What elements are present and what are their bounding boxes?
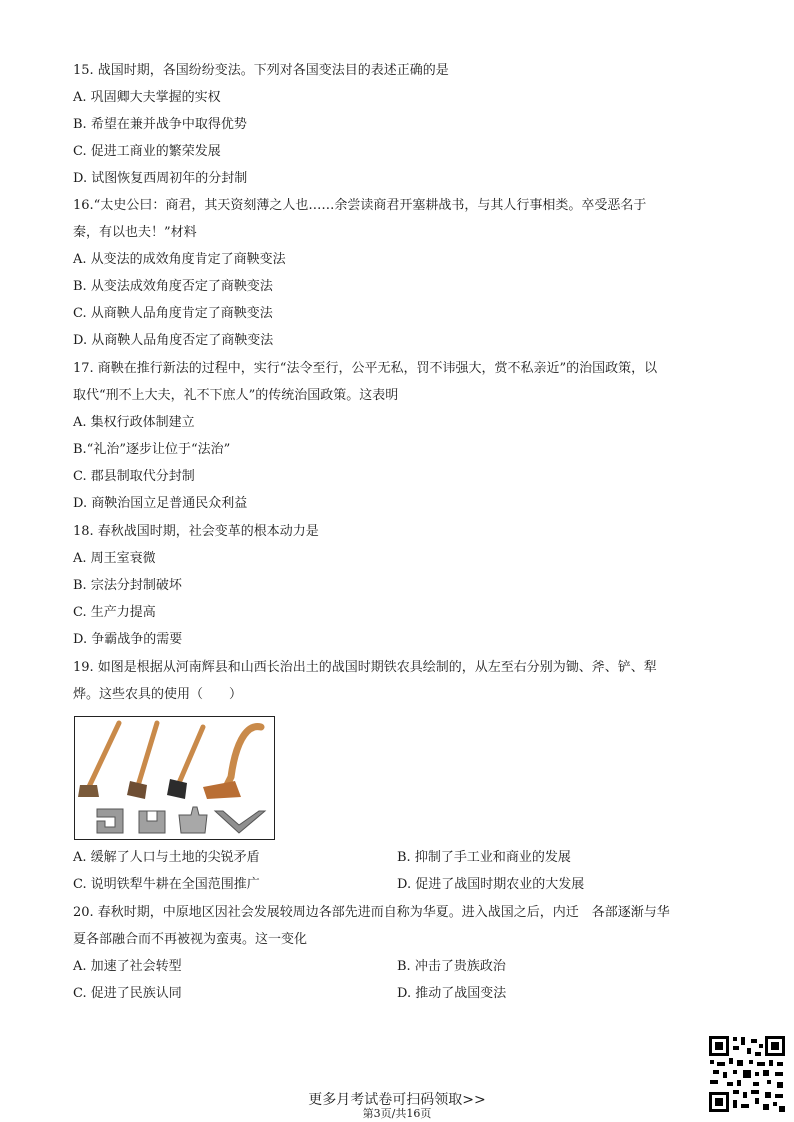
question-15-option-d: D. 试图恢复西周初年的分封制 — [73, 171, 248, 186]
question-17-option-a: A. 集权行政体制建立 — [73, 415, 195, 430]
plough-icon — [203, 727, 261, 799]
question-19-stem-line2: 烨。这些农具的使用（ ） — [73, 687, 243, 702]
axe-head-icon — [139, 811, 165, 833]
iron-tools-figure — [74, 716, 275, 840]
question-19-stem-line1: 19. 如图是根据从河南辉县和山西长治出土的战国时期铁农具绘制的，从左至右分别为锄、斧、铲、犁 — [73, 660, 657, 675]
question-19-option-b: B. 抑制了手工业和商业的发展 — [397, 850, 571, 865]
qr-code-icon[interactable] — [707, 1034, 787, 1114]
question-15-option-b: B. 希望在兼并战争中取得优势 — [73, 117, 247, 132]
hoe-icon — [78, 723, 119, 797]
question-18-stem: 18. 春秋战国时期，社会变革的根本动力是 — [73, 524, 319, 539]
question-17-stem-line2: 取代“刑不上大夫，礼不下庶人”的传统治国政策。这表明 — [73, 388, 399, 403]
question-20-option-a: A. 加速了社会转型 — [73, 959, 182, 974]
plough-head-icon — [215, 811, 265, 833]
footer-promo-text: 更多月考试卷可扫码领取>> — [308, 1092, 486, 1108]
question-15-stem: 15. 战国时期，各国纷纷变法。下列对各国变法目的表述正确的是 — [73, 63, 449, 78]
shovel-icon — [167, 727, 203, 799]
shovel-head-icon — [179, 807, 207, 833]
question-15-option-a: A. 巩固卿大夫掌握的实权 — [73, 90, 221, 105]
question-16-option-a: A. 从变法的成效角度肯定了商鞅变法 — [73, 252, 286, 267]
question-17-stem-line1: 17. 商鞅在推行新法的过程中，实行“法令至行，公平无私，罚不讳强大，赏不私亲近”的治国政策，以 — [73, 361, 658, 376]
question-16-stem-line1: 16.“太史公曰：商君，其天资刻薄之人也……余尝读商君开塞耕战书，与其人行事相类。卒受恶名于 — [73, 198, 647, 213]
axe-icon — [127, 723, 157, 799]
question-15-option-c: C. 促进工商业的繁荣发展 — [73, 144, 221, 159]
question-17-option-d: D. 商鞅治国立足普通民众利益 — [73, 496, 248, 511]
question-17-option-b: B.“礼治”逐步让位于“法治” — [73, 442, 231, 457]
question-17-option-c: C. 郡县制取代分封制 — [73, 469, 195, 484]
question-20-stem-line2: 夏各部融合而不再被视为蛮夷。这一变化 — [73, 932, 308, 947]
page-number: 第3页/共16页 — [362, 1107, 432, 1120]
question-19-option-a: A. 缓解了人口与土地的尖锐矛盾 — [73, 850, 260, 865]
question-16-option-c: C. 从商鞅人品角度肯定了商鞅变法 — [73, 306, 273, 321]
question-18-option-b: B. 宗法分封制破坏 — [73, 578, 182, 593]
question-16-option-b: B. 从变法成效角度否定了商鞅变法 — [73, 279, 273, 294]
question-18-option-c: C. 生产力提高 — [73, 605, 156, 620]
question-18-option-a: A. 周王室衰微 — [73, 551, 156, 566]
question-18-option-d: D. 争霸战争的需要 — [73, 632, 183, 647]
question-20-stem-line1: 20. 春秋时期，中原地区因社会发展较周边各部先进而自称为华夏。进入战国之后，内迁 各部逐渐与华 — [73, 905, 670, 920]
hoe-head-icon — [97, 809, 123, 833]
question-19-option-c: C. 说明铁犁牛耕在全国范围推广 — [73, 877, 260, 892]
iron-tools-illustration — [75, 717, 274, 839]
question-20-option-c: C. 促进了民族认同 — [73, 986, 182, 1001]
question-20-option-b: B. 冲击了贵族政治 — [397, 959, 506, 974]
question-16-option-d: D. 从商鞅人品角度否定了商鞅变法 — [73, 333, 274, 348]
question-16-stem-line2: 秦，有以也夫！”材料 — [73, 225, 197, 240]
question-19-option-d: D. 促进了战国时期农业的大发展 — [397, 877, 585, 892]
question-20-option-d: D. 推动了战国变法 — [397, 986, 507, 1001]
